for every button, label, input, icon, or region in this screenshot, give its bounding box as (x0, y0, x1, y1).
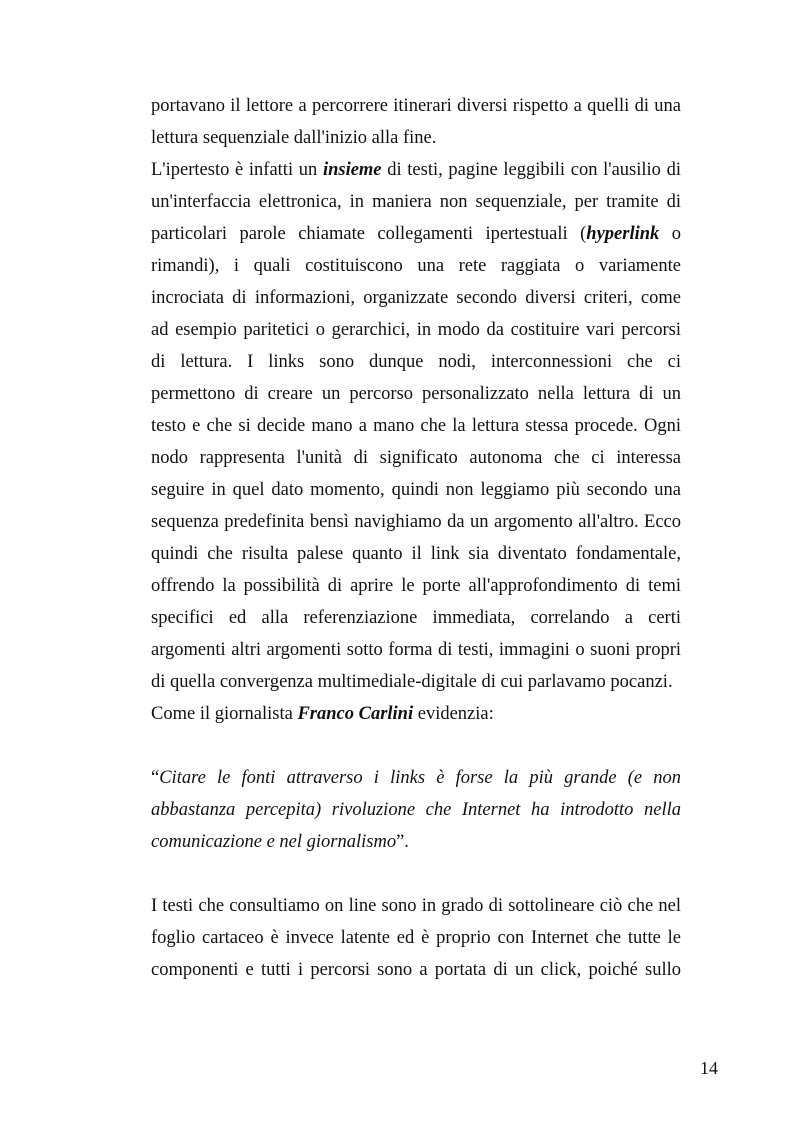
text-line: di quella convergenza multimediale-digitale di cui parlavamo pocanzi. (151, 672, 673, 692)
text-line: incrociata di informazioni, organizzate secondo diversi criteri, come (151, 288, 681, 308)
text-line (151, 223, 681, 245)
text-line (151, 703, 494, 725)
text-line: testo e che si decide mano a mano che la lettura stessa procede. Ogni (151, 416, 681, 436)
text-line: di lettura. I links sono dunque nodi, interconnessioni che ci (151, 352, 681, 372)
author-name: Franco Carlini (297, 704, 414, 724)
text-line: sequenza predefinita bensì navighiamo da un argomento all'altro. Ecco (151, 512, 681, 532)
open-quote: “ (151, 768, 160, 788)
text-line: rimandi), i quali costituiscono una rete raggiata o variamente (151, 256, 681, 276)
text-span: di testi, pagine leggibili con l'ausilio di (381, 160, 681, 180)
text-line: specifici ed alla referenziazione immediata, correlando a certi (151, 608, 681, 628)
text-span: Come il giornalista (151, 704, 298, 724)
text-line: ad esempio paritetici o gerarchici, in modo da costituire vari percorsi (151, 320, 681, 340)
text-line: seguire in quel dato momento, quindi non leggiamo più secondo una (151, 480, 681, 500)
emphasis-insieme: insieme (322, 160, 382, 180)
text-line: offrendo la possibilità di aprire le porte all'approfondimento di temi (151, 576, 681, 596)
text-line: un'interfaccia elettronica, in maniera non sequenziale, per tramite di (151, 192, 681, 212)
text-line: quindi che risulta palese quanto il link sia diventato fondamentale, (151, 544, 681, 564)
text-line: portavano il lettore a percorrere itinerari diversi rispetto a quelli di una (151, 96, 681, 116)
emphasis-hyperlink: hyperlink (586, 224, 660, 244)
text-span: particolari parole chiamate collegamenti ipertestuali ( (151, 224, 587, 244)
close-quote: ”. (396, 832, 409, 852)
text-span: L'ipertesto è infatti un (151, 160, 323, 180)
page-number: 14 (700, 1058, 718, 1078)
quote-text: Citare le fonti attraverso i links è forse la più grande (e non (159, 768, 681, 788)
text-line: componenti e tutti i percorsi sono a portata di un click, poiché sullo (151, 960, 681, 980)
text-line: foglio cartaceo è invece latente ed è proprio con Internet che tutte le (151, 928, 681, 948)
text-span: evidenzia: (413, 704, 494, 724)
text-line: I testi che consultiamo on line sono in grado di sottolineare ciò che nel (151, 896, 681, 916)
text-line: lettura sequenziale dall'inizio alla fine. (151, 128, 437, 148)
quote-line (151, 767, 681, 789)
quote-line: abbastanza percepita) rivoluzione che Internet ha introdotto nella (151, 800, 681, 820)
quote-text: comunicazione e nel giornalismo (151, 832, 397, 852)
text-line: permettono di creare un percorso personalizzato nella lettura di un (151, 384, 681, 404)
text-line: nodo rappresenta l'unità di significato autonoma che ci interessa (151, 448, 681, 468)
text-line (151, 159, 681, 181)
text-line: argomenti altri argomenti sotto forma di testi, immagini o suoni propri (151, 640, 681, 660)
text-span: o (659, 224, 682, 244)
quote-line (151, 831, 409, 853)
